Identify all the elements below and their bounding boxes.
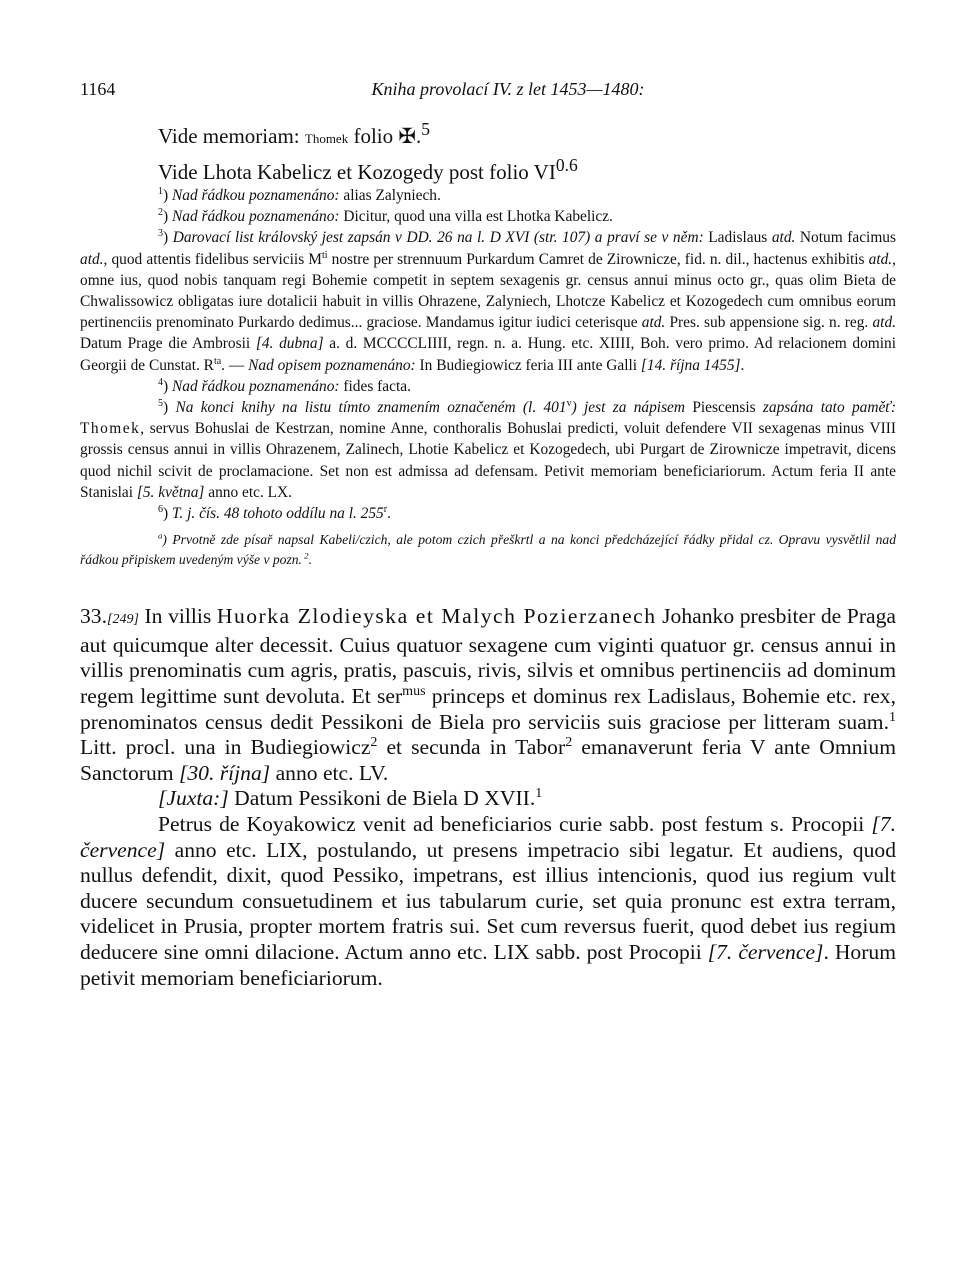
entry-number: 33. (80, 604, 107, 629)
footnote-text: Ladislaus (703, 229, 772, 247)
footnote-text: , omne ius, quod nobis tanquam regi Bohemie competit in septem sexagenis gr. census annui minus octo gr., quas olim Bieta de Chwalissowicz obligatas iure dotalicii habuit in villis Ohrazene, Zalyniech, Lhotcze Kabelicz et Kozogedech cum omnibus eorum pertinenciis prenominato Purkardo dedimus... graciose. Mandamus igitur iudici ceterisque (80, 250, 896, 332)
footnote-number: 1 (158, 185, 163, 197)
text-critical-note (80, 530, 896, 570)
footnote-text: fides facta. (339, 377, 411, 395)
entry-text: emanaverunt feria V ante Omnium Sanctorum (80, 735, 897, 785)
entry-text: anno etc. LV. (270, 760, 389, 785)
entry-text: In villis (138, 604, 217, 629)
footnote-ref: .6 (564, 155, 578, 175)
footnote-ref: 2 (565, 734, 573, 751)
juxta-paragraph (80, 786, 896, 812)
footnote-4: $^4$) Nad řádkou poznamenáno: fides facta. (158, 376, 411, 395)
footnote-date: [14. října 1455] (640, 356, 741, 374)
footnote-atd: atd. (872, 314, 896, 332)
vide-line-1 (80, 116, 896, 152)
footnote-atd: atd. (80, 250, 104, 268)
page-header (80, 78, 896, 104)
entry-folio: [249] (107, 612, 139, 628)
footnote-label: Darovací list královský jest zapsán v DD. 26 na l. D XVI (str. 107) a praví se v něm: (172, 229, 704, 247)
footnote-text: Piescensis (685, 399, 763, 417)
footnote-number: 2 (158, 207, 163, 219)
footnote-text: Dicitur, quod una villa est Lhotka Kabelicz. (339, 208, 613, 226)
entry-date: [7. července] (80, 812, 896, 862)
footnote-text: alias Zalyniech. (339, 187, 441, 204)
note-ref: 2 (301, 550, 309, 561)
running-title: Kniha provolací IV. z let 1453—1480: (371, 79, 645, 99)
footnote-number: 4 (158, 376, 163, 388)
footnote-text: a. d. MCCCCLIIII, regn. n. a. Hung. etc. XIIII, Boh. vero primo. Ad relacionem domini Georgii de Cunstat. R (80, 335, 896, 374)
footnote-2: $^2$) Nad řádkou poznamenáno: Dicitur, quod una villa est Lhotka Kabelicz. (158, 207, 613, 226)
entry-place: Huorka Zlodieyska et Malych Pozierzanech (216, 604, 657, 629)
entry-date: [30. října] (178, 760, 271, 785)
footnote-label: zapsána tato paměť: (762, 399, 897, 417)
entry-text: princeps et dominus rex Ladislaus, Bohemie etc. rex, prenominatos census dedit Pessikoni de Biela pro serviciis suis graciose per litteram suam. (80, 684, 896, 734)
juxta-label: [Juxta:] (158, 786, 229, 811)
footnote-name: Thomek (80, 420, 141, 438)
footnote-label: Nad řádkou poznamenáno: (171, 208, 340, 226)
footnote-ref: 1 (888, 708, 896, 725)
footnote-number: 3 (158, 228, 163, 240)
entry-text: Petrus de Koyakowicz venit ad beneficiarios curie sabb. post festum s. Procopii (158, 812, 872, 836)
superscript: v (566, 397, 572, 409)
footnote-text: In Budiegiowicz feria III ante Galli (415, 356, 641, 374)
entry-date: [7. července] (707, 939, 824, 964)
footnote-ref: 5 (421, 119, 430, 139)
footnote-text: , servus Bohuslai de Kestrzan, nomine Anne, conthoralis Bohuslai predicti, voluit defendere VII sexagenas minus VIII grossis census annui in villis Ohrazenem, Zalinech, Lhotie Kabelicz et Kozogedech, ubi Purgart de Zirownicze impetravit, dicens quod nichil scivit de proclamacione. Set non est admissa ad defensam. Petivit memoriam beneficiariorum. Actum feria II ante Stanislai (80, 420, 896, 501)
footnote-1: $^1$) Nad řádkou poznamenáno: alias Zalyniech. (158, 185, 441, 204)
document-page (80, 78, 896, 991)
vide-line-2 (80, 152, 896, 185)
footnote-atd: atd. (771, 229, 796, 247)
footnote-text: anno etc. LX. (204, 483, 292, 501)
footnote-text: Notum facimus (795, 229, 896, 247)
footnote-number: 5 (158, 397, 163, 409)
note-text: ) Prvotně zde písař napsal Kabeli/czich, ale potom czich přeškrtl a na konci předcházející řádky přidal cz. Opravu vysvětlil nad řádkou připiskem uvedeným výše v pozn. (80, 532, 896, 568)
footnote-ref: 2 (370, 734, 378, 751)
footnote-5: $^5$) Na konci knihy na listu tímto znamením označeném (l. 401$^v$) jest za nápisem Piescensis zapsána tato paměť: Thomek, servus Bohuslai de Kestrzan, nomine Anne, conthoralis Bohuslai predicti, voluit defendere VII sexagenas minus VIII grossis census annui in villis Ohrazenem, Zalinech, Lhotie Kabelicz et Kozogedech, ubi Purgart de Zirownicze impetravit, dicens quod nichil scivit de proclamacione. Set non est admissa ad defensam. Petivit memoriam beneficiariorum. Actum feria II ante Stanislai [5. května] anno etc. LX. (80, 397, 897, 501)
note-letter: a (158, 530, 163, 541)
footnote-text: . (740, 356, 745, 374)
vide-text: folio ✠. (348, 124, 422, 148)
footnote-label: Nad řádkou poznamenáno: (171, 377, 340, 395)
entry-text: anno etc. LIX, postulando, ut presens impetracio sibi legatur. Et audiens, quod nullus defendit, dixit, quod Pessiko, impetrans, est illius intencionis, quod ius regium vult ducere secundum consuetudinem et ius tabularum curie, set quia pronunc est extra terram, videlicet in Prusia, propter mortem fratris sui. Set cum reversus fuerit, quod debet ius regium deducere sine omni dilacione. Actum anno etc. LIX sabb. post Procopii (80, 837, 896, 964)
footnote-label: Na konci knihy na listu tímto znamením označeném (l. 401 (175, 399, 567, 417)
footnote-text: , quod attentis fidelibus serviciis M (103, 250, 322, 268)
vide-name: Thomek (304, 131, 349, 146)
entry-text: et secunda in Tabor (377, 735, 566, 760)
footnote-text: T. j. čís. 48 tohoto oddílu na l. 255 (171, 505, 384, 523)
vide-text: Vide memoriam: (158, 124, 305, 148)
footnote-text: nostre per strennuum Purkardum Camret de Zirownicze, fid. n. dil., hactenus exhibitis (327, 250, 869, 268)
footnote-text: . — (221, 356, 249, 374)
footnote-label: ) jest za nápisem (571, 399, 686, 417)
footnote-3: $^3$) Darovací list královský jest zapsán v DD. 26 na l. D XVI (str. 107) a praví se v něm: Ladislaus atd. Notum facimus atd., quod attentis fidelibus serviciis $M^{ti}$ nostre per strennuum Purkardum Camret de Zirownicze, fid. n. dil., hactenus exhibitis atd., omne ius, quod nobis tanquam regi Bohemie competit in septem sexagenis gr. census annui minus octo gr., quas olim Bieta de Chwalissowicz obligatas iure dotalicii habuit in villis Ohrazene, Zalyniech, Lhotcze Kabelicz et Kozogedech cum omnibus eorum pertinenciis prenominato Purkardo dedimus... graciose. Mandamus igitur iudici ceterisque atd. Pres. sub appensione sig. n. reg. atd. Datum Prage die Ambrosii [4. dubna] a. d. MCCCCLIIII, regn. n. a. Hung. etc. XIIII, Boh. vero primo. Ad relacionem domini Georgii de Cunstat. $R^{ta}$. — Nad opisem poznamenáno: In Budiegiowicz feria III ante Galli [14. října 1455]. (80, 228, 896, 374)
note-text: . (308, 552, 312, 568)
entry-text: Datum Pessikoni de Biela D XVII. (228, 786, 536, 811)
footnote-text: Datum Prage die Ambrosii (80, 335, 256, 353)
superscript: ti (321, 249, 328, 261)
entry-33-paragraph (80, 604, 896, 786)
footnote-atd: atd. (641, 314, 666, 332)
entry-text: Johanko presbiter de Praga aut quicumque alter decessit. Cuius quatuor sexagene cum viginti quatuor gr. census annui in villis prenominatis cum agris, pratis, pascuis, rivis, silvis et omnibus pertinenciis ad dominum regem legittime sunt devoluta. Et ser (80, 604, 896, 709)
footnote-date: [4. dubna] (255, 335, 324, 353)
entry-text: Litt. procl. una in Budiegiowicz (80, 735, 371, 760)
vide-text: Vide Lhota Kabelicz et Kozogedy post folio VI (158, 160, 556, 184)
superscript: ta (213, 355, 222, 367)
page-number: 1164 (80, 79, 116, 99)
superscript: 0 (555, 155, 565, 175)
footnote-ref: 1 (535, 785, 543, 802)
superscript: mus (402, 682, 426, 699)
footnote-text: Pres. sub appensione sig. n. reg. (665, 314, 873, 332)
footnote-6: $^6$) T. j. čís. 48 tohoto oddílu na l. 255$^r$. (158, 503, 391, 523)
footnote-atd: atd. (868, 250, 893, 268)
petrus-paragraph (80, 812, 896, 991)
entry-text: . Horum petivit memoriam beneficiariorum. (80, 939, 896, 990)
footnote-label: Nad opisem poznamenáno: (248, 356, 416, 374)
footnote-date: [5. května] (136, 483, 205, 501)
footnote-text: . (387, 505, 391, 523)
footnote-number: 6 (158, 503, 163, 515)
footnote-label: Nad řádkou poznamenáno: (171, 187, 340, 204)
superscript: r (383, 503, 388, 515)
